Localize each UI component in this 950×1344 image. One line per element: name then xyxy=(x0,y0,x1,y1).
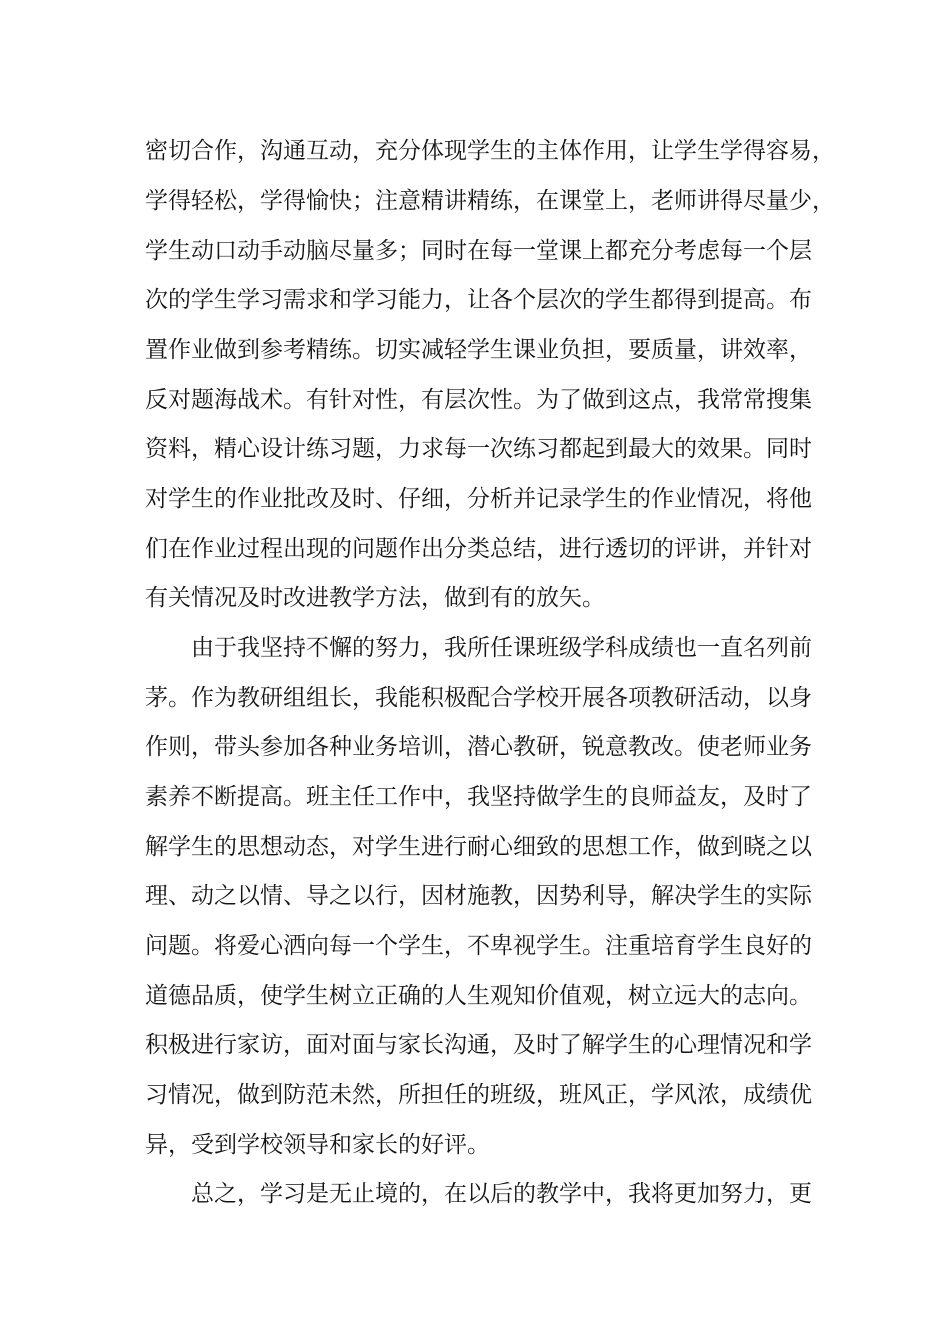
text-line: 道德品质，使学生树立正确的人生观知价值观，树立远大的志向。 xyxy=(145,983,812,1009)
text-line: 茅。作为教研组组长，我能积极配合学校开展各项教研活动，以身 xyxy=(145,685,812,711)
paragraph-first-line: 由于我坚持不懈的努力，我所任课班级学科成绩也一直名列前 xyxy=(191,635,812,661)
text-line: 学得轻松，学得愉快；注意精讲精练，在课堂上，老师讲得尽量少， xyxy=(145,188,835,214)
text-line: 习情况，做到防范未然，所担任的班级，班风正，学风浓，成绩优 xyxy=(145,1082,812,1108)
text-line: 解学生的思想动态，对学生进行耐心细致的思想工作，做到晓之以 xyxy=(145,834,812,860)
text-line: 置作业做到参考精练。切实减轻学生课业负担，要质量，讲效率， xyxy=(145,337,812,363)
text-line: 学生动口动手动脑尽量多；同时在每一堂课上都充分考虑每一个层 xyxy=(145,238,812,264)
text-line: 资料，精心设计练习题，力求每一次练习都起到最大的效果。同时 xyxy=(145,436,812,462)
text-line: 异，受到学校领导和家长的好评。 xyxy=(145,1132,490,1158)
text-line: 有关情况及时改进教学方法，做到有的放矢。 xyxy=(145,585,605,611)
text-line: 积极进行家访，面对面与家长沟通，及时了解学生的心理情况和学 xyxy=(145,1032,812,1058)
text-line: 次的学生学习需求和学习能力，让各个层次的学生都得到提高。布 xyxy=(145,287,812,313)
text-line: 理、动之以情、导之以行，因材施教，因势利导，解决学生的实际 xyxy=(145,883,812,909)
text-line: 素养不断提高。班主任工作中，我坚持做学生的良师益友，及时了 xyxy=(145,784,812,810)
paragraph-first-line: 总之，学习是无止境的，在以后的教学中，我将更加努力，更 xyxy=(191,1181,812,1207)
text-line: 们在作业过程出现的问题作出分类总结，进行透切的评讲，并针对 xyxy=(145,536,812,562)
text-line: 密切合作，沟通互动，充分体现学生的主体作用，让学生学得容易， xyxy=(145,138,835,164)
text-line: 反对题海战术。有针对性，有层次性。为了做到这点，我常常搜集 xyxy=(145,387,812,413)
text-line: 对学生的作业批改及时、仔细，分析并记录学生的作业情况，将他 xyxy=(145,486,812,512)
text-line: 问题。将爱心洒向每一个学生，不卑视学生。注重培育学生良好的 xyxy=(145,933,812,959)
text-line: 作则，带头参加各种业务培训，潜心教研，锐意教改。使老师业务 xyxy=(145,734,812,760)
